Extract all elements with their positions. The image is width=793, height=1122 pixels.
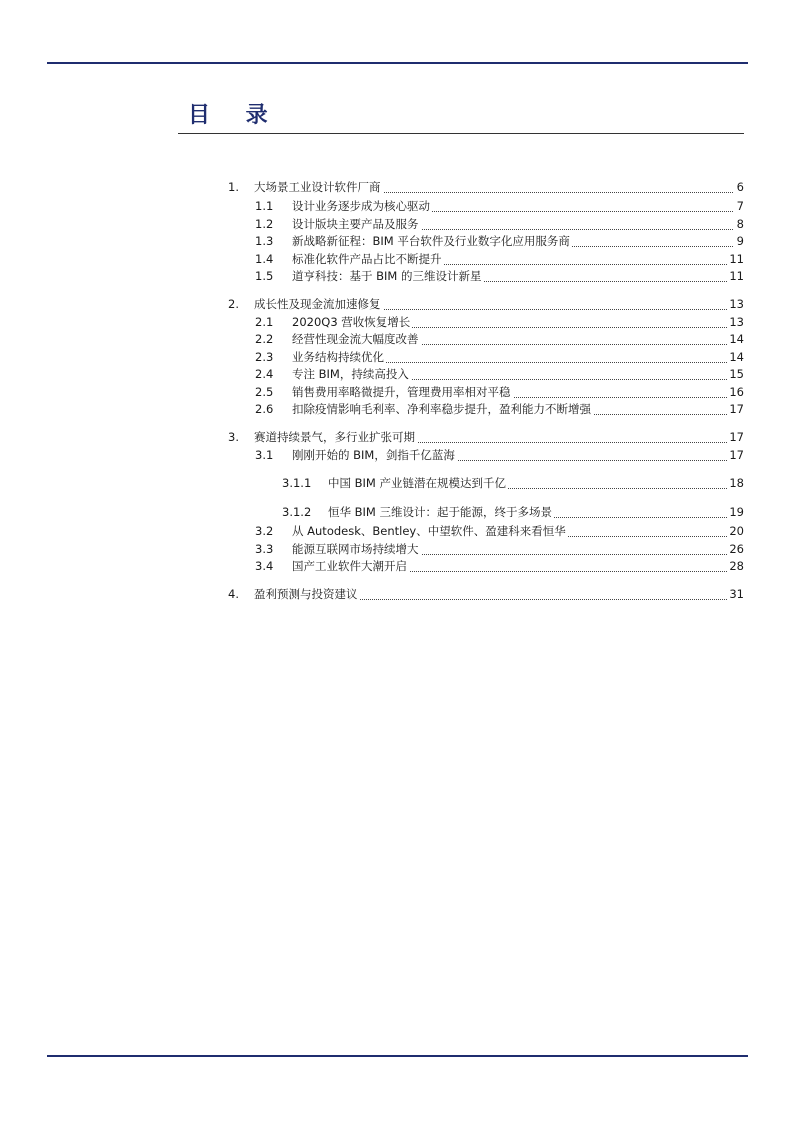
toc-entry-page: 8 — [736, 217, 744, 231]
toc-entry[interactable] — [0, 447, 793, 464]
toc-entry-number: 1.3 — [255, 234, 274, 248]
toc-entry-text: 标准化软件产品占比不断提升 — [292, 252, 442, 266]
toc-entry-text: 新战略新征程：BIM 平台软件及行业数字化应用服务商 — [292, 234, 570, 248]
toc-entry-number: 3.3 — [255, 542, 274, 556]
toc-entry-page: 26 — [729, 542, 744, 556]
toc-entry-page: 13 — [729, 315, 744, 329]
toc-entry-number: 2.6 — [255, 402, 274, 416]
toc-entry-page: 14 — [729, 350, 744, 364]
toc-entry-text: 扣除疫情影响毛利率、净利率稳步提升，盈利能力不断增强 — [292, 402, 591, 416]
toc-entry-page: 28 — [729, 559, 744, 573]
toc-entry-page: 11 — [729, 252, 744, 266]
toc-entry-number: 2.4 — [255, 367, 274, 381]
footer-rule — [47, 1055, 748, 1057]
toc-entry[interactable] — [0, 586, 793, 603]
toc-entry-text: 成长性及现金流加速修复 — [254, 297, 381, 311]
toc-entry[interactable] — [0, 558, 793, 575]
toc-entry-page: 7 — [736, 199, 744, 213]
toc-entry-number: 1. — [228, 180, 239, 194]
toc-entry-number: 3.1 — [255, 448, 274, 462]
toc-entry-page: 31 — [729, 587, 744, 601]
toc-entry-number: 2.1 — [255, 315, 274, 329]
toc-entry-number: 3.2 — [255, 524, 274, 538]
toc-entry-text: 赛道持续景气，多行业扩张可期 — [254, 430, 415, 444]
title-underline — [178, 133, 744, 134]
toc-entry-number: 3.1.1 — [282, 476, 312, 490]
toc-entry-page: 16 — [729, 385, 744, 399]
toc-entry-text: 业务结构持续优化 — [292, 350, 384, 364]
toc-entry-number: 2.5 — [255, 385, 274, 399]
toc-entry-text: 设计版块主要产品及服务 — [292, 217, 419, 231]
toc-entry-text: 从 Autodesk、Bentley、中望软件、盈建科来看恒华 — [292, 524, 566, 538]
toc-entry-text: 盈利预测与投资建议 — [254, 587, 358, 601]
toc-entry-text: 刚刚开始的 BIM，剑指千亿蓝海 — [292, 448, 455, 462]
toc-entry-page: 11 — [729, 269, 744, 283]
toc-entry-text: 设计业务逐步成为核心驱动 — [292, 199, 430, 213]
toc-entry-page: 9 — [736, 234, 744, 248]
toc-entry[interactable] — [0, 401, 793, 418]
toc-entry[interactable] — [0, 475, 793, 492]
toc-entry-text: 专注 BIM，持续高投入 — [292, 367, 409, 381]
toc-entry-text: 国产工业软件大潮开启 — [292, 559, 407, 573]
toc-entry-page: 14 — [729, 332, 744, 346]
toc-entry-number: 1.1 — [255, 199, 274, 213]
toc-entry-page: 17 — [729, 402, 744, 416]
toc-entry-number: 1.4 — [255, 252, 274, 266]
toc-entry-text: 大场景工业设计软件厂商 — [254, 180, 381, 194]
toc-entry-text: 能源互联网市场持续增大 — [292, 542, 419, 556]
toc-entry-page: 19 — [729, 505, 744, 519]
toc-entry-text: 恒华 BIM 三维设计：起于能源，终于多场景 — [328, 505, 553, 519]
toc-entry-page: 6 — [736, 180, 744, 194]
toc-entry-text: 经营性现金流大幅度改善 — [292, 332, 419, 346]
toc-entry-text: 2020Q3 营收恢复增长 — [292, 315, 411, 329]
toc-entry-number: 2. — [228, 297, 239, 311]
toc-entry-page: 17 — [729, 448, 744, 462]
toc-entry-number: 2.2 — [255, 332, 274, 346]
toc-entry-number: 4. — [228, 587, 239, 601]
toc-entry-text: 道亨科技：基于 BIM 的三维设计新星 — [292, 269, 482, 283]
toc-entry-number: 1.2 — [255, 217, 274, 231]
toc-entry-page: 15 — [729, 367, 744, 381]
toc-entry-page: 18 — [729, 476, 744, 490]
toc-entry-number: 1.5 — [255, 269, 274, 283]
toc-entry-page: 17 — [729, 430, 744, 444]
toc-entry-number: 3. — [228, 430, 239, 444]
toc-entry-number: 3.1.2 — [282, 505, 312, 519]
toc-entry[interactable] — [0, 268, 793, 285]
toc-entry-text: 销售费用率略微提升，管理费用率相对平稳 — [292, 385, 511, 399]
toc-entry-number: 2.3 — [255, 350, 274, 364]
toc-entry-number: 3.4 — [255, 559, 274, 573]
header-rule — [47, 62, 748, 64]
toc-entry-page: 13 — [729, 297, 744, 311]
toc-entry-page: 20 — [729, 524, 744, 538]
toc-title: 目 录 — [188, 103, 282, 128]
toc-entry-text: 中国 BIM 产业链潜在规模达到千亿 — [328, 476, 507, 490]
